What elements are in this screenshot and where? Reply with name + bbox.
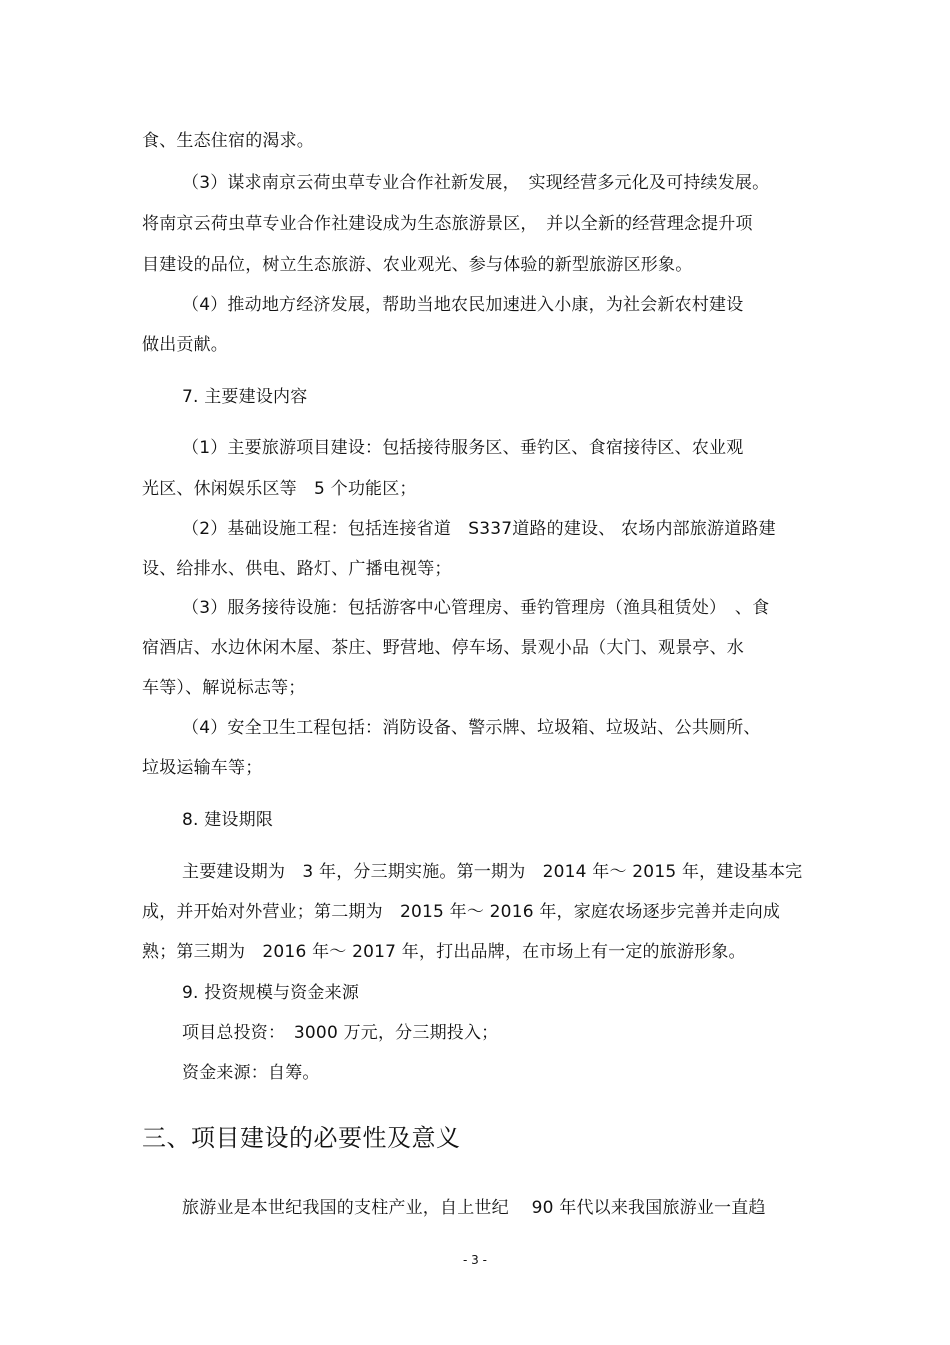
paragraph-line: 将南京云荷虫草专业合作社建设成为生态旅游景区， 并以全新的经营理念提升项 xyxy=(142,214,753,234)
paragraph-line: 车等）、解说标志等； xyxy=(142,678,306,698)
paragraph-line: 垃圾运输车等； xyxy=(142,758,263,778)
page-number: - 3 - xyxy=(463,1253,487,1267)
paragraph-line: 旅游业是本世纪我国的支柱产业，自上世纪 90 年代以来我国旅游业一直趋 xyxy=(182,1198,766,1218)
paragraph-line: （4）推动地方经济发展，帮助当地农民加速进入小康，为社会新农村建设 xyxy=(182,295,744,315)
subsection-title: 9. 投资规模与资金来源 xyxy=(182,983,360,1003)
paragraph-line: 成，并开始对外营业；第二期为 2015 年～ 2016 年，家庭农场逐步完善并走向成 xyxy=(142,902,781,922)
paragraph-line: （3）服务接待设施：包括游客中心管理房、垂钓管理房（渔具租赁处） 、食 xyxy=(182,598,770,618)
paragraph-line: 设、给排水、供电、路灯、广播电视等； xyxy=(142,559,452,579)
paragraph-line: 食、生态住宿的渴求。 xyxy=(142,131,314,151)
section-heading: 三、项目建设的必要性及意义 xyxy=(142,1124,461,1152)
subsection-title: 8. 建设期限 xyxy=(182,810,274,830)
paragraph-line: 项目总投资： 3000 万元，分三期投入； xyxy=(182,1023,499,1043)
paragraph-line: 做出贡献。 xyxy=(142,335,228,355)
paragraph-line: 宿酒店、水边休闲木屋、茶庄、野营地、停车场、景观小品（大门、观景亭、水 xyxy=(142,638,744,658)
paragraph-line: 熟；第三期为 2016 年～ 2017 年，打出品牌，在市场上有一定的旅游形象。 xyxy=(142,942,746,962)
paragraph-line: （2）基础设施工程：包括连接省道 S337道路的建设、 农场内部旅游道路建 xyxy=(182,519,776,539)
subsection-title: 7. 主要建设内容 xyxy=(182,387,308,407)
paragraph-line: （1）主要旅游项目建设：包括接待服务区、垂钓区、食宿接待区、农业观 xyxy=(182,438,744,458)
paragraph-line: （3）谋求南京云荷虫草专业合作社新发展， 实现经营多元化及可持续发展。 xyxy=(182,173,770,193)
paragraph-line: 资金来源：自筹。 xyxy=(182,1063,320,1083)
paragraph-line: （4）安全卫生工程包括：消防设备、警示牌、垃圾箱、垃圾站、公共厕所、 xyxy=(182,718,761,738)
paragraph-line: 光区、休闲娱乐区等 5 个功能区； xyxy=(142,479,417,499)
paragraph-line: 目建设的品位，树立生态旅游、农业观光、参与体验的新型旅游区形象。 xyxy=(142,255,693,275)
paragraph-line: 主要建设期为 3 年，分三期实施。第一期为 2014 年～ 2015 年，建设基本完 xyxy=(182,862,803,882)
